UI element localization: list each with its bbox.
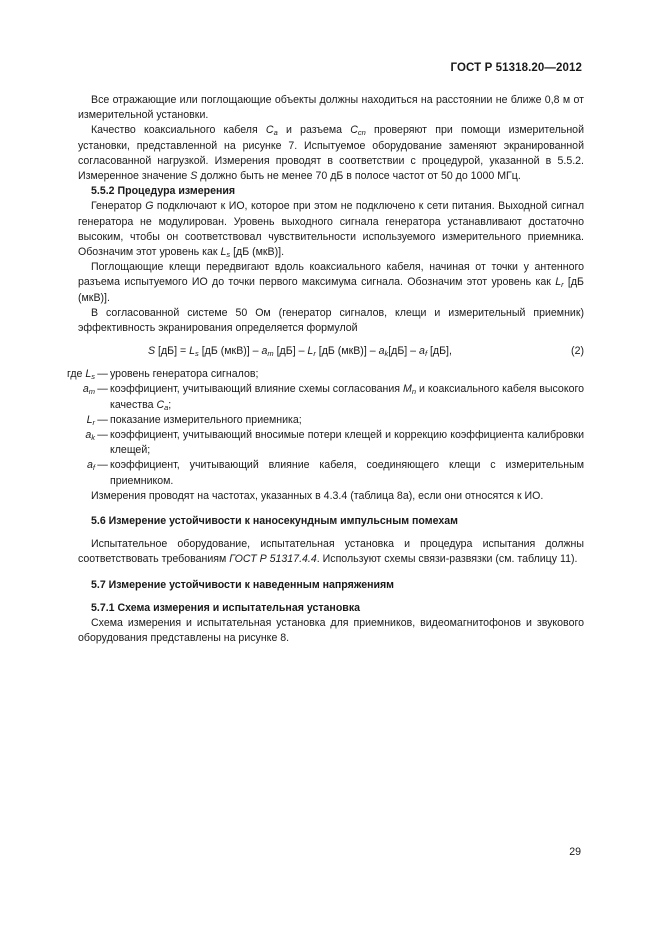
standard-reference: ГОСТ Р 51317.4.4 [229,553,317,566]
paragraph-reflecting-objects: Все отражающие или поглощающие объекты должны находиться на расстоянии не ближе 0,8 м от измерительной установки. [78,94,584,122]
heading-5-7-1: 5.7.1 Схема измерения и испытательная установка [91,601,361,614]
definition-text: коэффициент, учитывающий влияние схемы согласования $M_n$ и коаксиального кабеля высокого качества $C_a$; [110,383,584,412]
definition-text: уровень генератора сигналов; [110,368,259,381]
definition-text: коэффициент, учитывающий влияние кабеля, соединяющего клещи с измерительным приемником. [110,459,584,487]
definition-symbol: где $L_s$ [66,368,95,382]
paragraph-frequencies: Измерения проводят на частотах, указанных в 4.3.4 (таблица 8а), если они относятся к ИО. [91,489,544,502]
paragraph-test-equipment: Испытательное оборудование, испытательная установка и процедура испытания должны соответствовать требованиям ГОСТ Р 51317.4.4. Используют схемы связи-развязки (см. таблицу 11). [78,538,584,566]
document-header: ГОСТ Р 51318.20—2012 [450,62,582,74]
definition-symbol: $a_k$ [85,429,95,443]
definition-row: $a_k$ — коэффициент, учитывающий вносимые потери клещей и коррекцию коэффициента калибровки клещей; [33,428,584,458]
formula-2 [78,342,584,361]
heading-5-6: 5.6 Измерение устойчивости к наносекундным импульсным помехам [91,515,458,528]
heading-5-5-2: 5.5.2 Процедура измерения [91,185,236,198]
formula-number: (2) [571,345,584,358]
definition-row: где $L_s$ — уровень генератора сигналов; [33,367,584,382]
definition-symbol: $a_f$ [87,459,95,473]
paragraph-measurement-scheme: Схема измерения и испытательная установка для приемников, видеомагнитофонов и звукового оборудования представлены на рисунке 8. [78,617,584,645]
document-body [66,93,584,647]
heading-5-7: 5.7 Измерение устойчивости к наведенным напряжениям [91,578,395,591]
definition-row: $a_f$ — коэффициент, учитывающий влияние кабеля, соединяющего клещи с измерительным приемником. [33,458,584,488]
definition-row: $a_m$ — коэффициент, учитывающий влияние схемы согласования $M_n$ и коаксиального кабеля высокого качества $C_a$; [33,382,584,412]
definition-symbol: $L_r$ [86,413,95,427]
paragraph-generator: Генератор G подключают к ИО, которое при этом не подключено к сети питания. Выходной сигнал генератора не модулирован. Уровень выходного сигнала генератора устанавливают достаточно высоким, чтобы он соответствовал чувствительности используемого измерительного приемника. Обозначим этот уровень как $L_s$ [дБ (мкВ)]. [78,200,584,260]
definition-text: коэффициент, учитывающий вносимые потери клещей и коррекцию коэффициента калибровки клещей; [110,429,584,457]
formula-expression: S $[дБ] = L_s$ [дБ $(мкВ)] - a_m$ $[дБ] - L_r$ [дБ $(мкВ)] - a_k[дБ] - a_f$ [дБ], [148,345,452,359]
definition-symbol: $a_m$ [82,383,95,397]
definition-text: показание измерительного приемника; [110,413,302,426]
symbol-definitions [33,367,584,489]
paragraph-absorbing-clamp: Поглощающие клещи передвигают вдоль коаксиального кабеля, начиная от точки у антенного разъема испытуемого ИО до точки первого максимума сигнала. Обозначим этот уровень как $L_r$ [дБ (мкВ)]. [78,261,584,304]
page-number: 29 [569,846,581,858]
definition-row: $L_r$ — показание измерительного приемника; [33,413,584,428]
paragraph-cable-quality: Качество коаксиального кабеля $C_a$ и разъема $C_{cn}$ проверяют при помощи измерительной установки, представленной на рисунке 7. Испытуемое оборудование заменяют экранированной согласованной нагрузкой. Измерения проводят в соответствии с процедурой, указанной в 5.5.2. Измеренное значение S должно быть не менее 70 дБ в полосе частот от 50 до 1000 МГц. [78,124,584,183]
paragraph-matched-system: В согласованной системе 50 Ом (генератор сигналов, клещи и измерительный приемник) эффективность экранирования определяется формулой [78,306,584,335]
